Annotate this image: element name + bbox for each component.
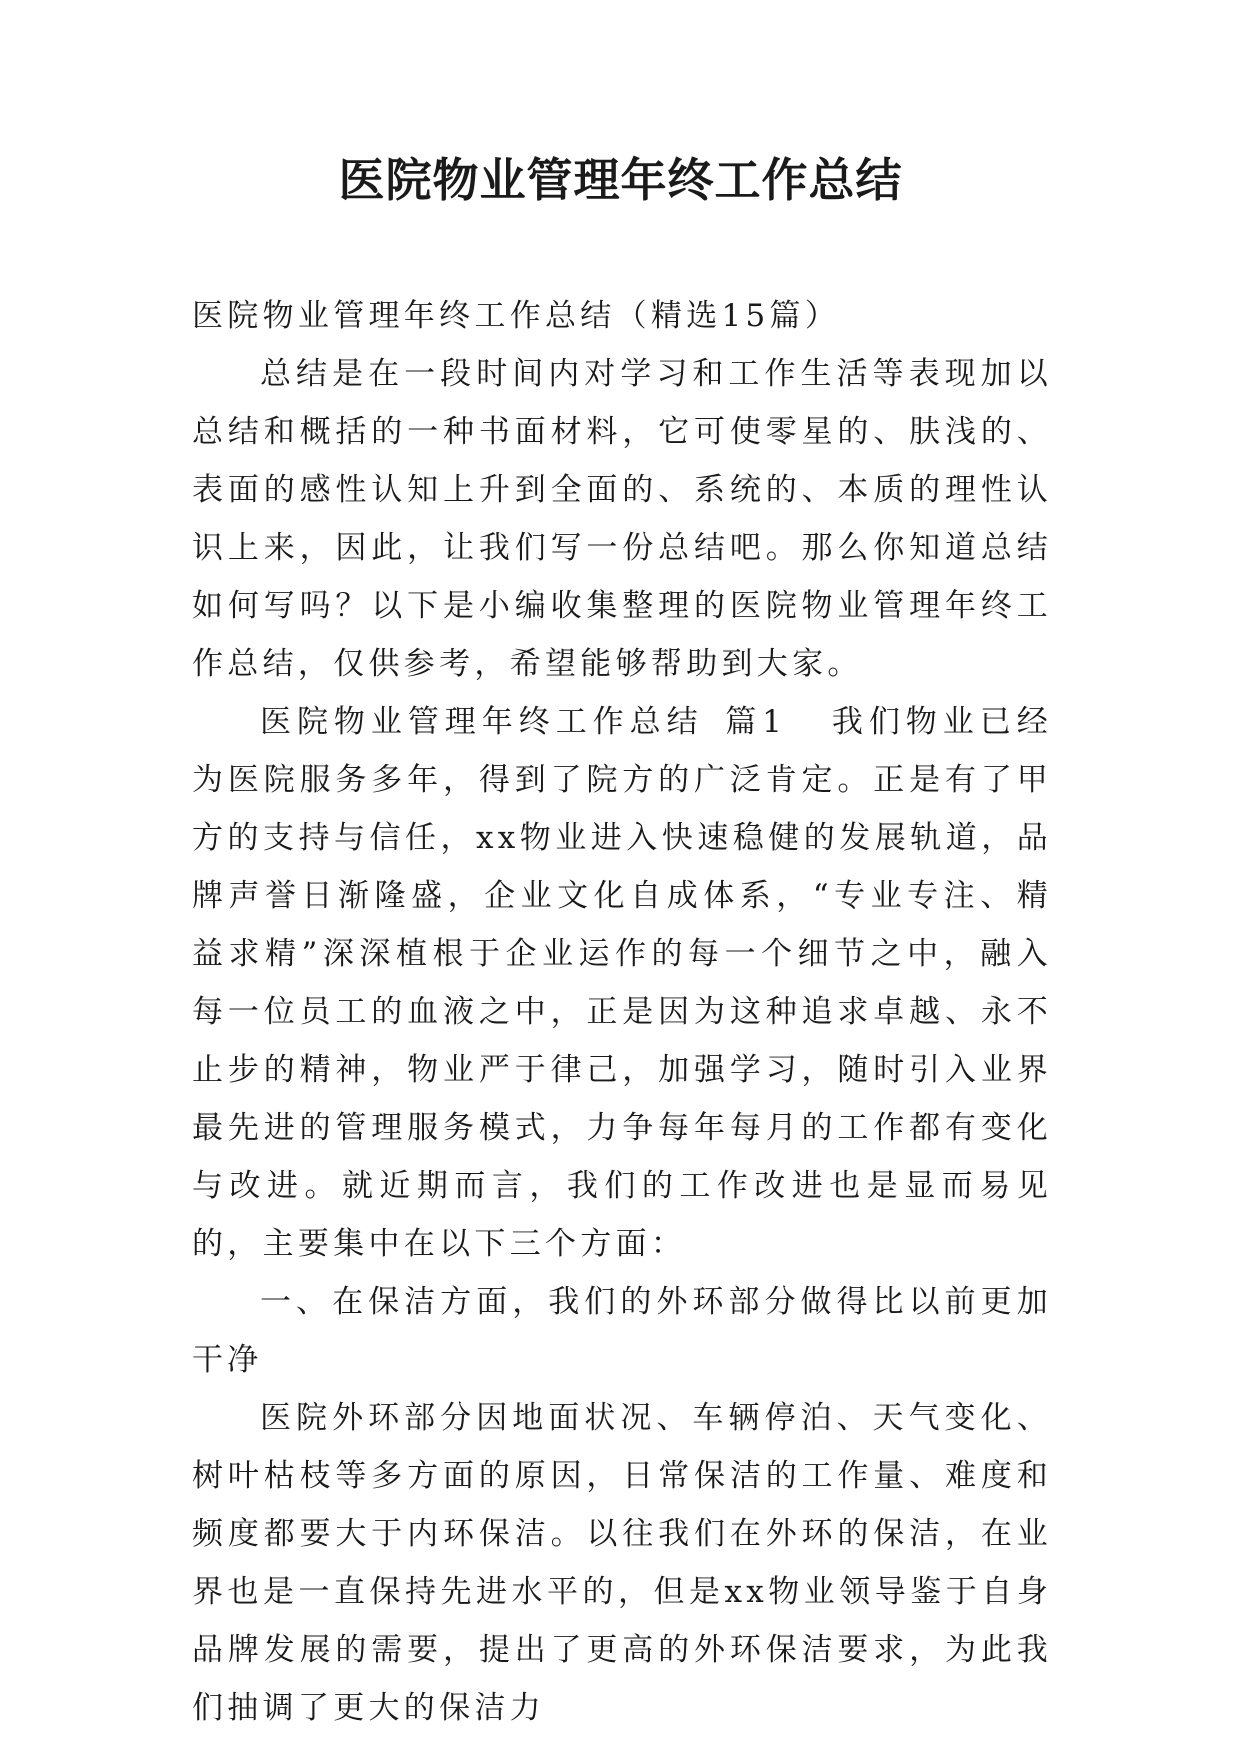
point-1-paragraph: 医院外环部分因地面状况、车辆停泊、天气变化、树叶枯枝等多方面的原因，日常保洁的工作量、难度和频度都要大于内环保洁。以往我们在外环的保洁，在业界也是一直保持先进水平的，但是xx物业领导鉴于自身品牌发展的需要，提出了更高的外环保洁要求，为此我们抽调了更大的保洁力	[192, 1400, 1052, 1726]
section-1-label: 篇1	[723, 704, 787, 740]
section-1-paragraph	[192, 693, 1052, 1273]
document-subtitle: 医院物业管理年终工作总结（精选15篇）	[192, 298, 841, 334]
document-body	[192, 287, 1052, 1737]
section-1-text: 我们物业已经为医院服务多年，得到了院方的广泛肯定。正是有了甲方的支持与信任，xx物业进入快速稳健的发展轨道，品牌声誉日渐隆盛，企业文化自成体系，“专业专注、精益求精”深深植根于企业运作的每一个细节之中，融入每一位员工的血液之中，正是因为这种追求卓越、永不止步的精神，物业严于律己，加强学习，随时引入业界最先进的管理服务模式，力争每年每月的工作都有变化与改进。就近期而言，我们的工作改进也是显而易见的，主要集中在以下三个方面：	[192, 704, 1052, 1262]
point-1-heading: 一、在保洁方面，我们的外环部分做得比以前更加干净	[192, 1284, 1052, 1378]
section-1-heading: 医院物业管理年终工作总结	[260, 704, 704, 740]
document-title: 医院物业管理年终工作总结	[338, 153, 903, 207]
intro-paragraph: 总结是在一段时间内对学习和工作生活等表现加以总结和概括的一种书面材料，它可使零星的、肤浅的、表面的感性认知上升到全面的、系统的、本质的理性认识上来，因此，让我们写一份总结吧。那么你知道总结如何写吗？以下是小编收集整理的医院物业管理年终工作总结，仅供参考，希望能够帮助到大家。	[192, 356, 1052, 682]
